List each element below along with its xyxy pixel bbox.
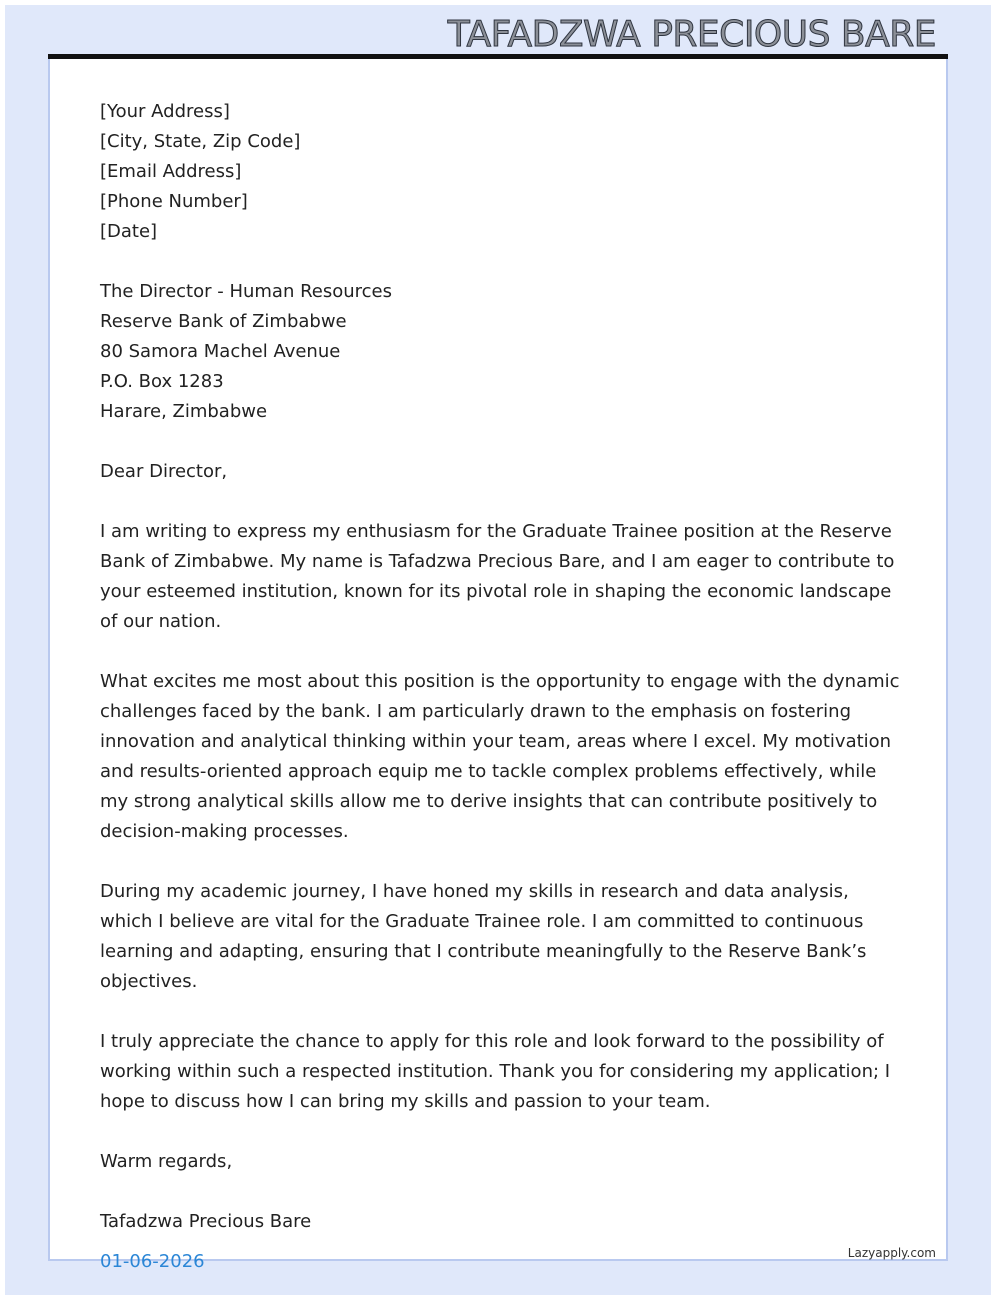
recipient-po-box: P.O. Box 1283	[100, 371, 224, 392]
closing: Warm regards,	[100, 1151, 233, 1172]
sender-address: [Your Address]	[100, 101, 230, 122]
spacer	[100, 1117, 900, 1147]
spacer	[100, 847, 900, 877]
spacer	[100, 997, 900, 1027]
salutation: Dear Director,	[100, 461, 228, 482]
paragraph-motivation: What excites me most about this position is the opportunity to engage with the dynamic challenges faced by the bank. I am particularly drawn to the emphasis on fostering innovation and analytical thinking within your team, areas where I excel. My motivation and results-oriented approach equip me to tackle complex problems effectively, while my strong analytical skills allow me to derive insights that can contribute positively to decision-making processes.	[100, 671, 900, 842]
paragraph-closing: I truly appreciate the chance to apply for this role and look forward to the possibility of working within such a respected institution. Thank you for considering my application; I hope to discuss how I can bring my skills and passion to your team.	[100, 1031, 891, 1112]
recipient-organization: Reserve Bank of Zimbabwe	[100, 311, 347, 332]
recipient-street: 80 Samora Machel Avenue	[100, 341, 341, 362]
sender-date: [Date]	[100, 221, 158, 242]
paragraph-academic: During my academic journey, I have honed my skills in research and data analysis, which I believe are vital for the Graduate Trainee role. I am committed to continuous learning and adapting, ensuring that I contribute meaningfully to the Reserve Bank’s objectives.	[100, 881, 867, 992]
spacer	[100, 247, 900, 277]
spacer	[100, 427, 900, 457]
spacer	[100, 637, 900, 667]
paragraph-intro: I am writing to express my enthusiasm for the Graduate Trainee position at the Reserve Bank of Zimbabwe. My name is Tafadzwa Precious Bare, and I am eager to contribute to your esteemed institution, known for its pivotal role in shaping the economic landscape of our nation.	[100, 521, 895, 632]
sender-city-state-zip: [City, State, Zip Code]	[100, 131, 301, 152]
site-credit: Lazyapply.com	[847, 1246, 936, 1260]
recipient-city-country: Harare, Zimbabwe	[100, 401, 268, 422]
spacer	[100, 1177, 900, 1207]
sender-phone: [Phone Number]	[100, 191, 248, 212]
spacer	[100, 487, 900, 517]
sender-email: [Email Address]	[100, 161, 242, 182]
signed-date: 01-06-2026	[100, 1251, 205, 1272]
signature: Tafadzwa Precious Bare	[100, 1211, 312, 1232]
applicant-name-heading: TAFADZWA PRECIOUS BARE	[447, 14, 936, 55]
letter-body	[100, 97, 900, 1277]
recipient-title: The Director - Human Resources	[100, 281, 393, 302]
